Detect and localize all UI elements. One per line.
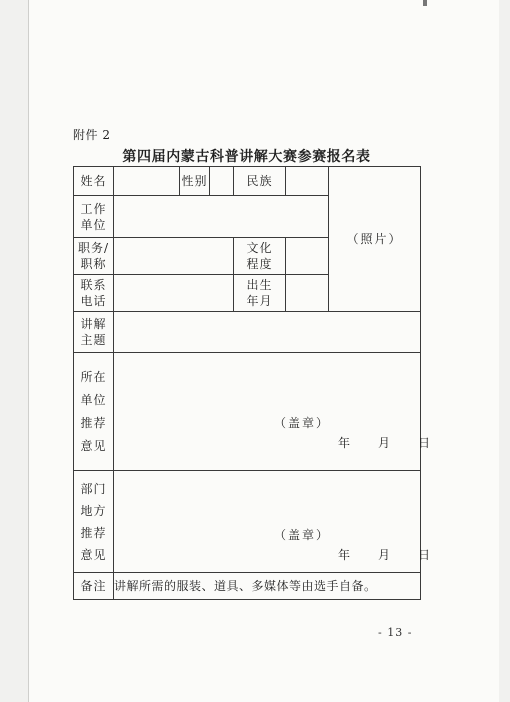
gender-label: 性别 [180,167,210,196]
notes-text: 讲解所需的服装、道具、多媒体等由选手自备。 [114,573,421,600]
unit-recommendation-field[interactable] [114,353,430,471]
local-recommendation-label: 部门 地方 推荐 意见 [74,471,114,573]
photo-cell[interactable]: （照片） [329,167,421,312]
form-row-topic [74,312,421,353]
position-label: 职务/ 职称 [74,238,114,275]
local-date-year: 年 [338,548,351,562]
local-date-month: 月 [377,548,390,562]
local-date [338,547,430,563]
topic-field[interactable] [114,312,421,353]
unit-date-month: 月 [377,436,390,450]
work-unit-field[interactable] [114,196,329,238]
local-seal-text: （盖章） [274,528,331,542]
local-recommendation-field[interactable] [114,471,430,573]
unit-date-year: 年 [338,436,351,450]
ethnicity-field[interactable] [286,167,329,196]
ethnicity-label: 民族 [234,167,286,196]
form-title: 第四届内蒙古科普讲解大赛参赛报名表 [122,149,371,165]
unit-recommendation-label: 所在 单位 推荐 意见 [74,353,114,471]
name-label: 姓名 [74,167,114,196]
phone-field[interactable] [114,275,234,312]
education-label: 文化 程度 [234,238,286,275]
scan-mark [423,0,427,6]
form-row-local-recommendation [74,471,421,573]
unit-seal-text: （盖章） [274,416,331,430]
name-field[interactable] [114,167,180,196]
form-row-unit-recommendation [74,353,421,471]
form-row-notes [74,573,421,600]
unit-date-day: 日 [417,436,430,450]
gender-field[interactable] [210,167,234,196]
local-date-day: 日 [417,548,430,562]
position-field[interactable] [114,238,234,275]
topic-label: 讲解 主题 [74,312,114,353]
unit-date [338,435,430,451]
attachment-label: 附件 2 [73,128,111,142]
notes-label: 备注 [74,573,114,600]
page-number: - 13 - [378,626,413,639]
work-unit-label: 工作 单位 [74,196,114,238]
education-field[interactable] [286,238,329,275]
registration-form-table [73,166,430,600]
form-row-basic [74,167,421,196]
phone-label: 联系 电话 [74,275,114,312]
birth-label: 出生 年月 [234,275,286,312]
birth-field[interactable] [286,275,329,312]
